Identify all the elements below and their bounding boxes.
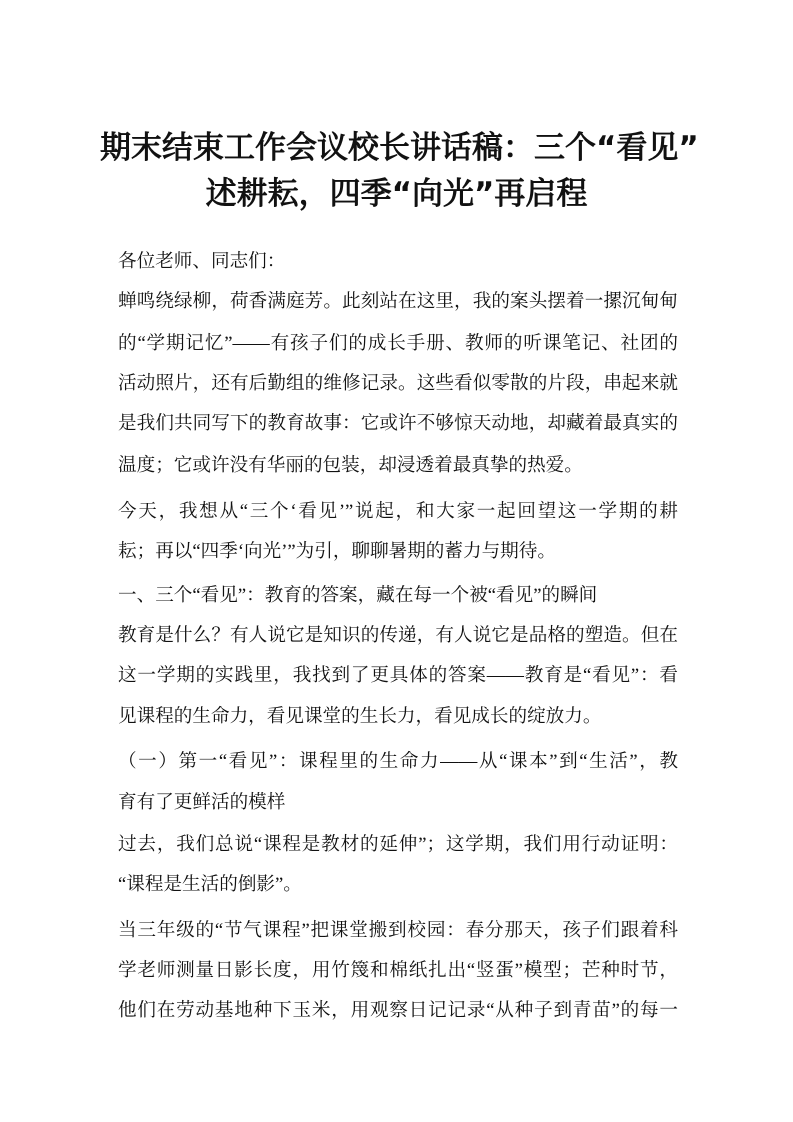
text-line: 今天，我想从“三个‘看见’”说起，和大家一起回望这一学期的耕 [118, 501, 678, 522]
text-line: 活动照片，还有后勤组的维修记录。这些看似零散的片段，串起来就 [118, 373, 678, 394]
text-line: 育有了更鲜活的模样 [118, 792, 286, 813]
text-line: （一）第一“看见”：课程里的生命力——从“课本”到“生活”，教 [118, 751, 678, 772]
text-line: 过去，我们总说“课程是教材的延伸”；这学期，我们用行动证明： [118, 834, 678, 855]
text-line: 这一学期的实践里，我找到了更具体的答案——教育是“看见”：看 [118, 665, 678, 686]
section-heading-1: 一、三个“看见”：教育的答案，藏在每一个被“看见”的瞬间 [118, 585, 598, 606]
title-line-2: 述耕耘，四季“向光”再启程 [205, 176, 588, 212]
text-line: 他们在劳动基地种下玉米，用观察日记记录“从种子到青苗”的每一 [118, 1000, 678, 1021]
text-line: 学老师测量日影长度，用竹篾和棉纸扎出“竖蛋”模型；芒种时节， [118, 960, 678, 981]
text-line: 当三年级的“节气课程”把课堂搬到校园：春分那天，孩子们跟着科 [118, 920, 678, 941]
text-line: 见课程的生命力，看见课堂的生长力，看见成长的绽放力。 [118, 706, 602, 727]
text-line: 是我们共同写下的教育故事：它或许不够惊天动地，却藏着最真实的 [118, 413, 678, 434]
greeting: 各位老师、同志们： [118, 251, 286, 272]
text-line: “课程是生活的倒影”。 [118, 874, 302, 895]
title-line-1: 期末结束工作会议校长讲话稿：三个“看见” [100, 130, 699, 166]
text-line: 的“学期记忆”——有孩子们的成长手册、教师的听课笔记、社团的 [118, 333, 678, 354]
text-line: 耘；再以“四季‘向光’”为引，聊聊暑期的蓄力与期待。 [118, 541, 556, 562]
text-line: 蝉鸣绕绿柳，荷香满庭芳。此刻站在这里，我的案头摆着一摞沉甸甸 [118, 291, 678, 312]
text-line: 温度；它或许没有华丽的包装，却浸透着最真挚的热爱。 [118, 455, 583, 476]
text-line: 教育是什么？有人说它是知识的传递，有人说它是品格的塑造。但在 [118, 625, 678, 646]
